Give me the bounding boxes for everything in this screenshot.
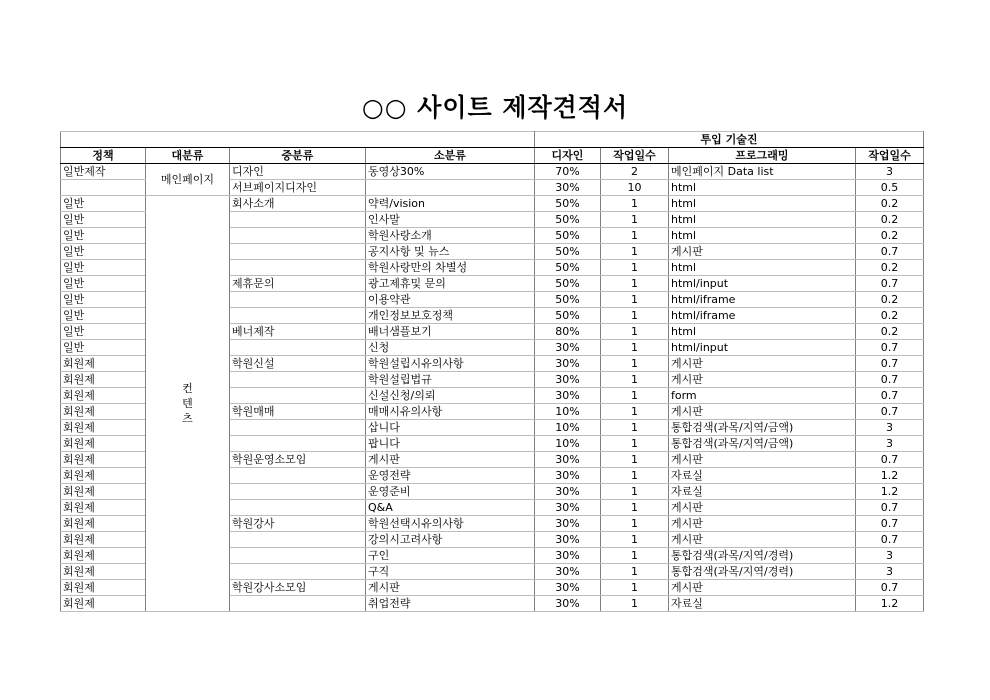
programming-cell: 게시판 xyxy=(669,580,856,596)
design-ratio-cell: 30% xyxy=(535,356,601,372)
design-days-cell: 2 xyxy=(601,164,669,180)
minor-category-cell xyxy=(366,180,535,196)
header-policy: 정책 xyxy=(61,148,146,164)
design-ratio-cell: 30% xyxy=(535,548,601,564)
programming-days-cell: 0.7 xyxy=(856,500,924,516)
minor-category-cell: 팝니다 xyxy=(366,436,535,452)
design-ratio-cell: 30% xyxy=(535,340,601,356)
minor-category-cell: 강의시고려사항 xyxy=(366,532,535,548)
design-ratio-cell: 70% xyxy=(535,164,601,180)
header-design-days: 작업일수 xyxy=(601,148,669,164)
middle-category-cell xyxy=(230,532,366,548)
minor-category-cell: 삽니다 xyxy=(366,420,535,436)
header-design: 디자인 xyxy=(535,148,601,164)
design-ratio-cell: 50% xyxy=(535,292,601,308)
design-ratio-cell: 10% xyxy=(535,404,601,420)
programming-cell: html xyxy=(669,228,856,244)
design-days-cell: 1 xyxy=(601,516,669,532)
middle-category-cell xyxy=(230,340,366,356)
minor-category-cell: 동영상30% xyxy=(366,164,535,180)
design-days-cell: 1 xyxy=(601,484,669,500)
minor-category-cell: 매매시유의사항 xyxy=(366,404,535,420)
policy-cell: 일반 xyxy=(61,196,146,212)
policy-cell: 회원제 xyxy=(61,532,146,548)
design-days-cell: 1 xyxy=(601,420,669,436)
design-days-cell: 1 xyxy=(601,356,669,372)
policy-cell: 회원제 xyxy=(61,484,146,500)
policy-cell: 일반 xyxy=(61,212,146,228)
design-days-cell: 1 xyxy=(601,260,669,276)
design-ratio-cell: 10% xyxy=(535,436,601,452)
programming-days-cell: 0.7 xyxy=(856,580,924,596)
header-programming: 프로그래밍 xyxy=(669,148,856,164)
policy-cell: 회원제 xyxy=(61,388,146,404)
programming-days-cell: 0.2 xyxy=(856,308,924,324)
middle-category-cell: 디자인 xyxy=(230,164,366,180)
programming-cell: html/iframe xyxy=(669,292,856,308)
middle-category-cell xyxy=(230,500,366,516)
programming-days-cell: 0.7 xyxy=(856,356,924,372)
design-ratio-cell: 30% xyxy=(535,484,601,500)
programming-days-cell: 0.7 xyxy=(856,452,924,468)
middle-category-cell xyxy=(230,564,366,580)
programming-cell: 게시판 xyxy=(669,500,856,516)
design-days-cell: 1 xyxy=(601,564,669,580)
programming-days-cell: 0.2 xyxy=(856,196,924,212)
minor-category-cell: 학원사랑소개 xyxy=(366,228,535,244)
header-minor: 소분류 xyxy=(366,148,535,164)
table-body xyxy=(61,164,924,612)
minor-category-cell: Q&A xyxy=(366,500,535,516)
middle-category-cell: 학원강사 xyxy=(230,516,366,532)
design-ratio-cell: 50% xyxy=(535,244,601,260)
policy-cell: 회원제 xyxy=(61,452,146,468)
programming-days-cell: 3 xyxy=(856,548,924,564)
middle-category-cell: 서브페이지디자인 xyxy=(230,180,366,196)
programming-days-cell: 0.7 xyxy=(856,276,924,292)
programming-cell: 자료실 xyxy=(669,468,856,484)
middle-category-cell xyxy=(230,212,366,228)
policy-cell: 회원제 xyxy=(61,420,146,436)
design-days-cell: 1 xyxy=(601,580,669,596)
programming-cell: 게시판 xyxy=(669,404,856,420)
middle-category-cell: 제휴문의 xyxy=(230,276,366,292)
programming-days-cell: 0.7 xyxy=(856,516,924,532)
minor-category-cell: 학원설립법규 xyxy=(366,372,535,388)
minor-category-cell: 배너샘플보기 xyxy=(366,324,535,340)
design-days-cell: 1 xyxy=(601,228,669,244)
programming-days-cell: 0.2 xyxy=(856,212,924,228)
policy-cell: 회원제 xyxy=(61,468,146,484)
programming-cell: html xyxy=(669,180,856,196)
policy-cell: 일반 xyxy=(61,340,146,356)
minor-category-cell: 인사말 xyxy=(366,212,535,228)
header-row xyxy=(61,148,924,164)
minor-category-cell: 신설신청/의뢰 xyxy=(366,388,535,404)
programming-days-cell: 0.2 xyxy=(856,228,924,244)
design-days-cell: 10 xyxy=(601,180,669,196)
minor-category-cell: 개인정보보호정책 xyxy=(366,308,535,324)
design-days-cell: 1 xyxy=(601,212,669,228)
table-row xyxy=(61,164,924,180)
page-title: ○○ 사이트 제작견적서 xyxy=(361,93,629,122)
programming-days-cell: 0.7 xyxy=(856,532,924,548)
programming-cell: 통합검색(과목/지역/금액) xyxy=(669,436,856,452)
middle-category-cell xyxy=(230,548,366,564)
major-category-contents xyxy=(146,196,230,612)
programming-cell: 게시판 xyxy=(669,532,856,548)
programming-cell: html/input xyxy=(669,340,856,356)
policy-cell: 일반 xyxy=(61,308,146,324)
policy-cell xyxy=(61,180,146,196)
minor-category-cell: 학원설립시유의사항 xyxy=(366,356,535,372)
programming-cell: html/input xyxy=(669,276,856,292)
header-major: 대분류 xyxy=(146,148,230,164)
design-ratio-cell: 30% xyxy=(535,468,601,484)
programming-cell: html/iframe xyxy=(669,308,856,324)
design-ratio-cell: 80% xyxy=(535,324,601,340)
minor-category-cell: 약력/vision xyxy=(366,196,535,212)
design-ratio-cell: 30% xyxy=(535,452,601,468)
design-ratio-cell: 50% xyxy=(535,308,601,324)
design-days-cell: 1 xyxy=(601,388,669,404)
programming-days-cell: 0.5 xyxy=(856,180,924,196)
design-days-cell: 1 xyxy=(601,372,669,388)
programming-cell: 자료실 xyxy=(669,596,856,612)
minor-category-cell: 구직 xyxy=(366,564,535,580)
design-days-cell: 1 xyxy=(601,532,669,548)
policy-cell: 일반 xyxy=(61,276,146,292)
design-ratio-cell: 50% xyxy=(535,276,601,292)
policy-cell: 일반 xyxy=(61,292,146,308)
minor-category-cell: 운영전략 xyxy=(366,468,535,484)
policy-cell: 회원제 xyxy=(61,596,146,612)
design-ratio-cell: 30% xyxy=(535,180,601,196)
programming-cell: html xyxy=(669,212,856,228)
programming-days-cell: 0.7 xyxy=(856,340,924,356)
policy-cell: 회원제 xyxy=(61,548,146,564)
design-days-cell: 1 xyxy=(601,436,669,452)
major-category-main-page: 메인페이지 xyxy=(146,164,230,196)
programming-days-cell: 3 xyxy=(856,164,924,180)
policy-cell: 일반제작 xyxy=(61,164,146,180)
programming-cell: 게시판 xyxy=(669,356,856,372)
design-ratio-cell: 50% xyxy=(535,260,601,276)
header-tech-staff: 투입 기술진 xyxy=(535,132,924,148)
programming-days-cell: 0.7 xyxy=(856,388,924,404)
policy-cell: 회원제 xyxy=(61,372,146,388)
header-middle: 중분류 xyxy=(230,148,366,164)
middle-category-cell xyxy=(230,372,366,388)
design-days-cell: 1 xyxy=(601,308,669,324)
major-category-char: 츠 xyxy=(182,412,193,425)
design-ratio-cell: 30% xyxy=(535,516,601,532)
design-days-cell: 1 xyxy=(601,276,669,292)
programming-cell: 자료실 xyxy=(669,484,856,500)
programming-days-cell: 3 xyxy=(856,564,924,580)
middle-category-cell xyxy=(230,292,366,308)
header-programming-days: 작업일수 xyxy=(856,148,924,164)
policy-cell: 일반 xyxy=(61,244,146,260)
programming-days-cell: 1.2 xyxy=(856,596,924,612)
middle-category-cell xyxy=(230,228,366,244)
middle-category-cell xyxy=(230,468,366,484)
middle-category-cell xyxy=(230,244,366,260)
programming-cell: 게시판 xyxy=(669,372,856,388)
programming-cell: 게시판 xyxy=(669,516,856,532)
design-days-cell: 1 xyxy=(601,196,669,212)
design-ratio-cell: 10% xyxy=(535,420,601,436)
middle-category-cell: 회사소개 xyxy=(230,196,366,212)
minor-category-cell: 신청 xyxy=(366,340,535,356)
minor-category-cell: 학원사랑만의 차별성 xyxy=(366,260,535,276)
header-blank xyxy=(61,132,535,148)
design-days-cell: 1 xyxy=(601,452,669,468)
design-days-cell: 1 xyxy=(601,548,669,564)
policy-cell: 일반 xyxy=(61,260,146,276)
design-days-cell: 1 xyxy=(601,404,669,420)
middle-category-cell xyxy=(230,420,366,436)
minor-category-cell: 광고제휴및 문의 xyxy=(366,276,535,292)
policy-cell: 회원제 xyxy=(61,564,146,580)
design-days-cell: 1 xyxy=(601,500,669,516)
minor-category-cell: 학원선택시유의사항 xyxy=(366,516,535,532)
design-ratio-cell: 30% xyxy=(535,372,601,388)
design-days-cell: 1 xyxy=(601,468,669,484)
programming-cell: form xyxy=(669,388,856,404)
policy-cell: 일반 xyxy=(61,324,146,340)
middle-category-cell: 학원운영소모임 xyxy=(230,452,366,468)
programming-cell: html xyxy=(669,324,856,340)
middle-category-cell: 학원신설 xyxy=(230,356,366,372)
programming-days-cell: 1.2 xyxy=(856,484,924,500)
design-ratio-cell: 30% xyxy=(535,532,601,548)
programming-days-cell: 0.2 xyxy=(856,324,924,340)
policy-cell: 회원제 xyxy=(61,356,146,372)
programming-cell: 게시판 xyxy=(669,452,856,468)
design-days-cell: 1 xyxy=(601,244,669,260)
header-group-row xyxy=(61,132,924,148)
design-ratio-cell: 30% xyxy=(535,388,601,404)
programming-days-cell: 0.7 xyxy=(856,404,924,420)
minor-category-cell: 게시판 xyxy=(366,580,535,596)
design-days-cell: 1 xyxy=(601,340,669,356)
middle-category-cell xyxy=(230,388,366,404)
middle-category-cell: 학원강사소모임 xyxy=(230,580,366,596)
minor-category-cell: 공지사항 및 뉴스 xyxy=(366,244,535,260)
policy-cell: 회원제 xyxy=(61,580,146,596)
programming-days-cell: 3 xyxy=(856,436,924,452)
major-category-char: 컨 xyxy=(182,382,193,395)
programming-cell: 메인페이지 Data list xyxy=(669,164,856,180)
programming-cell: 통합검색(과목/지역/경력) xyxy=(669,564,856,580)
policy-cell: 회원제 xyxy=(61,500,146,516)
minor-category-cell: 구인 xyxy=(366,548,535,564)
design-days-cell: 1 xyxy=(601,292,669,308)
programming-cell: html xyxy=(669,196,856,212)
programming-cell: html xyxy=(669,260,856,276)
programming-days-cell: 0.7 xyxy=(856,244,924,260)
programming-days-cell: 0.7 xyxy=(856,372,924,388)
programming-cell: 게시판 xyxy=(669,244,856,260)
programming-days-cell: 3 xyxy=(856,420,924,436)
policy-cell: 회원제 xyxy=(61,436,146,452)
programming-days-cell: 1.2 xyxy=(856,468,924,484)
programming-days-cell: 0.2 xyxy=(856,292,924,308)
programming-days-cell: 0.2 xyxy=(856,260,924,276)
design-ratio-cell: 50% xyxy=(535,212,601,228)
middle-category-cell xyxy=(230,484,366,500)
middle-category-cell: 베너제작 xyxy=(230,324,366,340)
minor-category-cell: 취업전략 xyxy=(366,596,535,612)
minor-category-cell: 이용약관 xyxy=(366,292,535,308)
policy-cell: 일반 xyxy=(61,228,146,244)
policy-cell: 회원제 xyxy=(61,404,146,420)
design-ratio-cell: 50% xyxy=(535,196,601,212)
design-ratio-cell: 50% xyxy=(535,228,601,244)
major-category-char: 텐 xyxy=(182,397,193,410)
middle-category-cell xyxy=(230,308,366,324)
design-ratio-cell: 30% xyxy=(535,564,601,580)
design-days-cell: 1 xyxy=(601,324,669,340)
middle-category-cell xyxy=(230,596,366,612)
estimate-table xyxy=(60,131,924,612)
table-row xyxy=(61,196,924,212)
minor-category-cell: 운영준비 xyxy=(366,484,535,500)
policy-cell: 회원제 xyxy=(61,516,146,532)
minor-category-cell: 게시판 xyxy=(366,452,535,468)
middle-category-cell xyxy=(230,260,366,276)
programming-cell: 통합검색(과목/지역/경력) xyxy=(669,548,856,564)
middle-category-cell: 학원매매 xyxy=(230,404,366,420)
middle-category-cell xyxy=(230,436,366,452)
design-ratio-cell: 30% xyxy=(535,500,601,516)
design-ratio-cell: 30% xyxy=(535,596,601,612)
design-ratio-cell: 30% xyxy=(535,580,601,596)
design-days-cell: 1 xyxy=(601,596,669,612)
programming-cell: 통합검색(과목/지역/금액) xyxy=(669,420,856,436)
